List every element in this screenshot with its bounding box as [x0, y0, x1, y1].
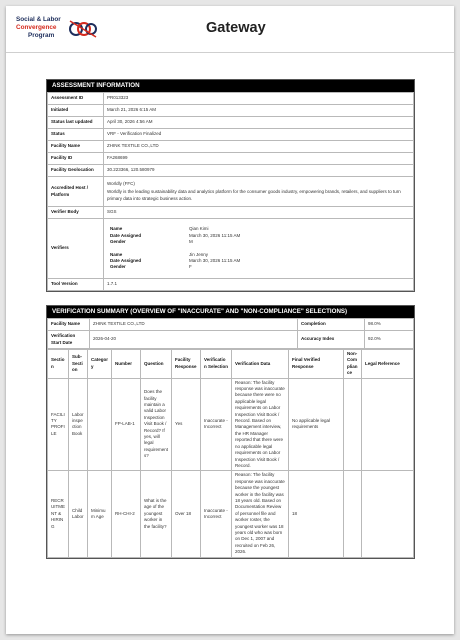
page-title: Gateway [206, 20, 266, 36]
table-row [48, 378, 414, 471]
field-value: PR013323 [104, 93, 414, 105]
field-label: Facility Name [48, 141, 104, 153]
cell-non-compliance [344, 471, 362, 557]
table-row [48, 153, 414, 165]
verifier-row: Name Jin Jenny [110, 251, 209, 257]
field-label: Verifiers [48, 219, 104, 279]
cell-sub-section: Child Labor [69, 471, 88, 557]
column-header: Legal Reference [362, 350, 414, 379]
page-header [6, 6, 454, 53]
verifier-row: Date Assigned March 30, 2026 11:15 AM [110, 257, 241, 263]
field-label: Facility Name [48, 319, 90, 331]
table-row [48, 279, 414, 291]
field-value: 98.0% [365, 319, 414, 331]
field-label: Verifier Body [48, 207, 104, 219]
field-label: Assessment ID [48, 93, 104, 105]
verification-summary-section [46, 305, 415, 559]
cell-section: FACILITY PROFILE [48, 378, 69, 471]
column-header: Facility Response [172, 350, 201, 379]
cell-category [88, 378, 112, 471]
field-value: 30.223366, 120.580979 [104, 165, 414, 177]
field-label: Accuracy Index [298, 331, 365, 349]
cell-verification-data: Reason: The facility response was inaccurate because there were no applicable legal requirements on Labor Inspection Visit Book / Record. Based on Management interview, the HR Manager reported that there were no applicable legal requirements on Labor Inspection Visit Book / Record. [232, 378, 289, 471]
column-header: Verification Data [232, 350, 289, 379]
verification-table [47, 349, 414, 558]
verifier-row: Gender F [110, 264, 192, 270]
host-name: Worldly (FFC) [107, 180, 135, 186]
field-value: SGS [104, 207, 414, 219]
assessment-table [47, 92, 414, 291]
table-row [48, 207, 414, 219]
verifier-row: Name Qian Kimi [110, 226, 209, 232]
cell-legal-reference [362, 471, 414, 557]
field-value: ZHINK TEXTILE CO.,LTD [90, 319, 298, 331]
cell-legal-reference [362, 378, 414, 471]
field-label: Status [48, 129, 104, 141]
field-label: Completion [298, 319, 365, 331]
cell-non-compliance [344, 378, 362, 471]
column-header: Final Verified Response [289, 350, 344, 379]
section-title: ASSESSMENT INFORMATION [47, 80, 414, 92]
table-row [48, 331, 414, 349]
table-header-row [48, 350, 414, 379]
column-header: Category [88, 350, 112, 379]
field-value: VRF - Verification Finalized [104, 129, 414, 141]
cell-number: RH-CHI-2 [112, 471, 141, 557]
field-label: Verification Start Date [48, 331, 90, 349]
field-value: April 30, 2026 4:56 AM [104, 117, 414, 129]
field-value: FA268699 [104, 153, 414, 165]
column-header: Non-Compliance [344, 350, 362, 379]
field-label: Facility ID [48, 153, 104, 165]
cell-number: FP-LAB-1 [112, 378, 141, 471]
host-description: Worldly is the leading sustainability data and analytics platform for the consumer goods industry, empowering brands, retailers, and suppliers to turn primary data into strategic business action. [107, 189, 401, 201]
field-label: Tool Version [48, 279, 104, 291]
section-title: VERIFICATION SUMMARY (OVERVIEW OF "INACCURATE" AND "NON-COMPLIANCE" SELECTIONS) [47, 306, 414, 318]
field-label: Facility Geolocation [48, 165, 104, 177]
cell-category: Minimum Age [88, 471, 112, 557]
field-value: ZHINK TEXTILE CO.,LTD [104, 141, 414, 153]
table-row [48, 129, 414, 141]
document-page [6, 6, 454, 634]
field-value: 2026-04-20 [90, 331, 298, 349]
column-header: Number [112, 350, 141, 379]
cell-verification-selection: Inaccurate - Incorrect [201, 471, 232, 557]
column-header: Sub-Section [69, 350, 88, 379]
table-row [48, 177, 414, 207]
field-value: 92.0% [365, 331, 414, 349]
table-row [48, 471, 414, 557]
cell-verification-data: Reason: The facility response was inaccurate because the youngest worker in the facility was 18 years old. Based on Documentation Review of personnel file and worker roster, the youngest worker was 18 years old who was born on Dec 1, 2007 and recruited on Feb 26, 2026. [232, 471, 289, 557]
cell-final-response: No applicable legal requirements [289, 378, 344, 471]
column-header: Verification Selection [201, 350, 232, 379]
table-row [48, 219, 414, 279]
assessment-information-section [46, 79, 415, 292]
field-value [104, 177, 414, 207]
cell-question: What is the age of the youngest worker in the facility? [141, 471, 172, 557]
cell-facility-response: Yes [172, 378, 201, 471]
field-label: Accredited Host / Platform [48, 177, 104, 207]
cell-verification-selection: Inaccurate - Incorrect [201, 378, 232, 471]
verifier-list [107, 226, 410, 270]
cell-question: Does the facility maintain a valid Labor Inspection Visit Book / Record? If yes, will legal requirements? [141, 378, 172, 471]
logo-mark-icon [68, 17, 98, 41]
field-label: Initiated [48, 105, 104, 117]
table-row [48, 141, 414, 153]
cell-facility-response: Over 18 [172, 471, 201, 557]
column-header: Section [48, 350, 69, 379]
table-row [48, 93, 414, 105]
field-value: 1.7.1 [104, 279, 414, 291]
summary-info-table [47, 318, 414, 349]
table-row [48, 105, 414, 117]
cell-sub-section: Labor inspection Book [69, 378, 88, 471]
cell-section: RECRUITMENT & HIRING [48, 471, 69, 557]
verifier-row: Gender M [110, 239, 193, 245]
table-row [48, 117, 414, 129]
field-label: Status last updated [48, 117, 104, 129]
cell-final-response: 18 [289, 471, 344, 557]
verifier-row: Date Assigned March 30, 2026 11:15 AM [110, 232, 241, 238]
slcp-logo: Social & Labor Convergence Program [16, 16, 98, 44]
table-row [48, 319, 414, 331]
field-value [104, 219, 414, 279]
table-row [48, 165, 414, 177]
column-header: Question [141, 350, 172, 379]
field-value: March 21, 2026 6:15 AM [104, 105, 414, 117]
